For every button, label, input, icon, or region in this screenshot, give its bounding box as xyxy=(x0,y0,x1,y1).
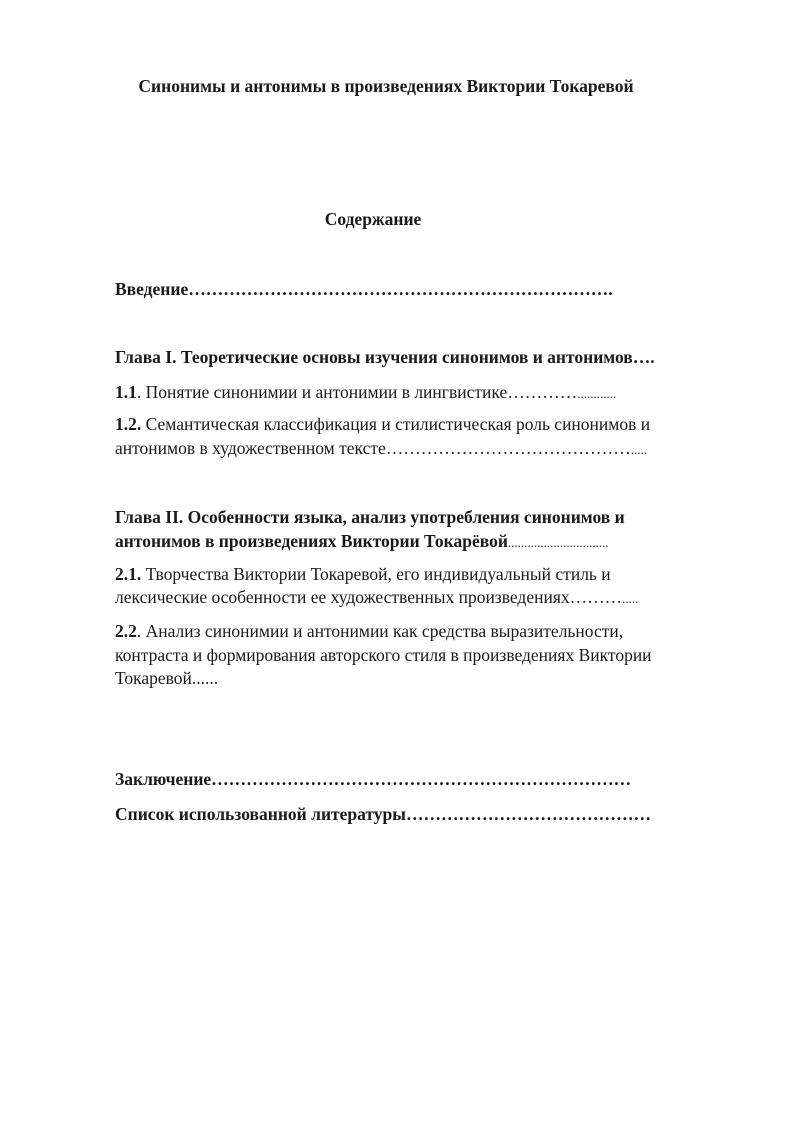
toc-section-2-2-cont: контраста и формирования авторского стиля в произведениях Виктории xyxy=(115,645,652,665)
toc-chapter-2-cont xyxy=(115,530,609,554)
section-text: . Понятие синонимии и антонимии в лингвистике………… xyxy=(136,382,578,402)
toc-leader: ………………………………………………………………. xyxy=(188,279,613,299)
section-number: 1.2. xyxy=(115,414,142,434)
toc-chapter-2: Глава II. Особенности языка, анализ употребления синонимов и xyxy=(115,507,625,527)
toc-leader: …………………………………… xyxy=(405,804,651,824)
toc-leader: ……………………………………………………………… xyxy=(211,769,632,789)
section-number: 1.1 xyxy=(115,382,137,402)
section-dots: ..... xyxy=(630,442,647,457)
section-number: 2.1. xyxy=(115,564,142,584)
toc-section-1-1 xyxy=(115,381,616,405)
toc-section-1-2 xyxy=(115,413,650,436)
section-dots: ..... xyxy=(622,591,639,606)
toc-section-2-2-cont2: Токаревой...... xyxy=(115,668,219,688)
section-text: Творчества Виктории Токаревой, его индивидуальный стиль и xyxy=(141,564,611,584)
section-text: . Анализ синонимии и антонимии как средства выразительности, xyxy=(136,621,624,641)
section-text: Семантическая классификация и стилистическая роль синонимов и xyxy=(141,414,651,434)
section-number: 2.2 xyxy=(115,621,137,641)
section-dots: ............ xyxy=(577,386,617,401)
section-text: антонимов в художественном тексте…………………………………… xyxy=(115,438,631,458)
section-text: лексические особенности ее художественных произведениях……… xyxy=(115,587,623,607)
chapter-dots: ............................... xyxy=(507,535,609,550)
contents-heading: Содержание xyxy=(324,209,422,229)
toc-section-2-1-cont xyxy=(115,586,638,610)
toc-entry-label: Заключение xyxy=(115,769,212,789)
toc-section-1-2-cont xyxy=(115,437,647,461)
chapter-text: антонимов в произведениях Виктории Токарёвой xyxy=(115,531,508,551)
document-title: Синонимы и антонимы в произведениях Виктории Токаревой xyxy=(138,76,634,96)
toc-section-2-2 xyxy=(115,620,623,643)
toc-section-2-1 xyxy=(115,563,611,586)
toc-entry-intro xyxy=(115,278,613,301)
toc-entry-references xyxy=(115,803,651,826)
toc-entry-label: Список использованной литературы xyxy=(115,804,406,824)
toc-entry-conclusion xyxy=(115,768,631,791)
toc-entry-label: Введение xyxy=(115,279,189,299)
toc-chapter-1: Глава I. Теоретические основы изучения синонимов и антонимов…. xyxy=(115,347,655,367)
